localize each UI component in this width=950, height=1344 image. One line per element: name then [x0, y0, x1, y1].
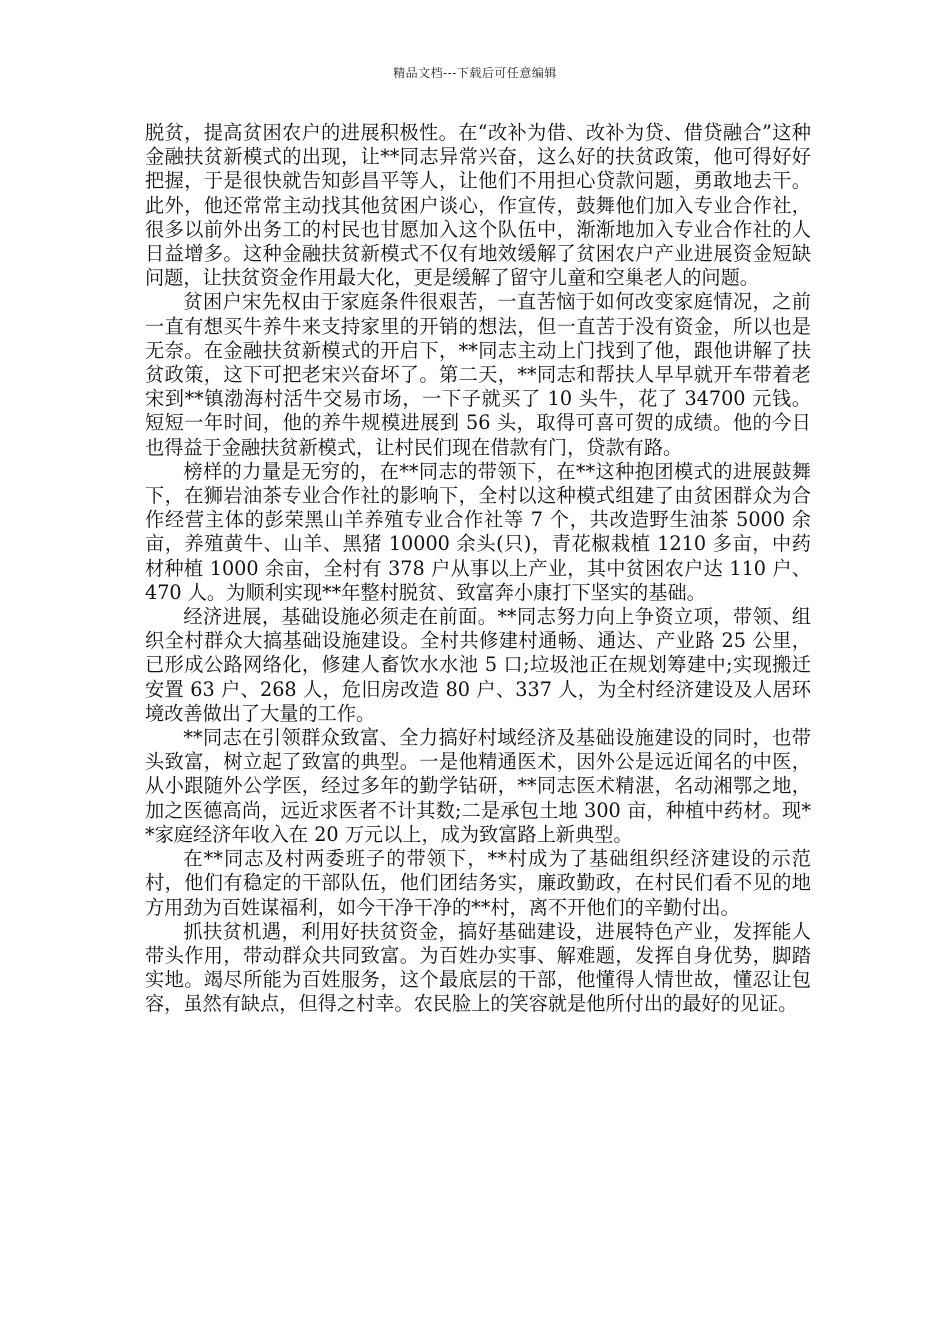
paragraph-5: **同志在引领群众致富、全力搞好村域经济及基础设施建设的同时，也带头致富，树立起了致富的典型。一是他精通医术，因外公是远近闻名的中医，从小跟随外公学医，经过多年的勤学钻研，**同志医术精湛，名动湘鄂之地，加之医德高尚，远近求医者不计其数;二是承包土地 300 亩，种植中药材。现**家庭经济年收入在 20 万元以上，成为致富路上新典型。 — [145, 726, 811, 846]
paragraph-3: 榜样的力量是无穷的，在**同志的带领下，在**这种抱团模式的进展鼓舞下，在狮岩油茶专业合作社的影响下，全村以这种模式组建了由贫困群众为合作经营主体的彭荣黑山羊养殖专业合作社等 7 个，共改造野生油茶 5000 余亩，养殖黄牛、山羊、黑猪 10000 余头(只)，青花椒栽植 1210 多亩，中药材种植 1000 余亩，全村有 378 户从事以上产业，其中贫困农户达 110 户、470 人。为顺利实现**年整村脱贫、致富奔小康打下坚实的基础。 — [145, 459, 811, 604]
paragraph-6: 在**同志及村两委班子的带领下，**村成为了基础组织经济建设的示范村，他们有稳定的干部队伍，他们团结务实，廉政勤政，在村民们看不见的地方用劲为百姓谋福利，如今干净干净的**村，离不开他们的辛勤付出。 — [145, 847, 811, 919]
paragraph-2: 贫困户宋先权由于家庭条件很艰苦，一直苦恼于如何改变家庭情况，之前一直有想买牛养牛来支持家里的开销的想法，但一直苦于没有资金，所以也是无奈。在金融扶贫新模式的开启下，**同志主动上门找到了他，跟他讲解了扶贫政策，这下可把老宋兴奋坏了。第二天，**同志和帮扶人早早就开车带着老宋到**镇渤海村活牛交易市场，一下子就买了 10 头牛，花了 34700 元钱。短短一年时间，他的养牛规模进展到 56 头，取得可喜可贺的成绩。他的今日也得益于金融扶贫新模式，让村民们现在借款有门，贷款有路。 — [145, 290, 811, 459]
paragraph-4: 经济进展，基础设施必须走在前面。**同志努力向上争资立项，带领、组织全村群众大搞基础设施建设。全村共修建村通畅、通达、产业路 25 公里，已形成公路网络化，修建人畜饮水水池 5 口;垃圾池正在规划筹建中;实现搬迁安置 63 户、268 人，危旧房改造 80 户、337 人，为全村经济建设及人居环境改善做出了大量的工作。 — [145, 605, 811, 725]
paragraph-7: 抓扶贫机遇，利用好扶贫资金，搞好基础建设，进展特色产业，发挥能人带头作用，带动群众共同致富。为百姓办实事、解难题，发挥自身优势，脚踏实地。竭尽所能为百姓服务，这个最底层的干部，他懂得人情世故，懂忍让包容，虽然有缺点，但得之村幸。农民脸上的笑容就是他所付出的最好的见证。 — [145, 919, 811, 1016]
document-body — [145, 121, 811, 1017]
paragraph-1: 脱贫，提高贫困农户的进展积极性。在“改补为借、改补为贷、借贷融合”这种金融扶贫新模式的出现，让**同志异常兴奋，这么好的扶贫政策，他可得好好把握，于是很快就告知彭昌平等人，让他们不用担心贷款问题，勇敢地去干。此外，他还常常主动找其他贫困户谈心，作宣传，鼓舞他们加入专业合作社，很多以前外出务工的村民也甘愿加入这个队伍中，渐渐地加入专业合作社的人日益增多。这种金融扶贫新模式不仅有地效缓解了贫困农户产业进展资金短缺问题，让扶贫资金作用最大化，更是缓解了留守儿童和空巢老人的问题。 — [145, 121, 811, 290]
page-header: 精品文档---下载后可任意编辑 — [393, 66, 557, 80]
